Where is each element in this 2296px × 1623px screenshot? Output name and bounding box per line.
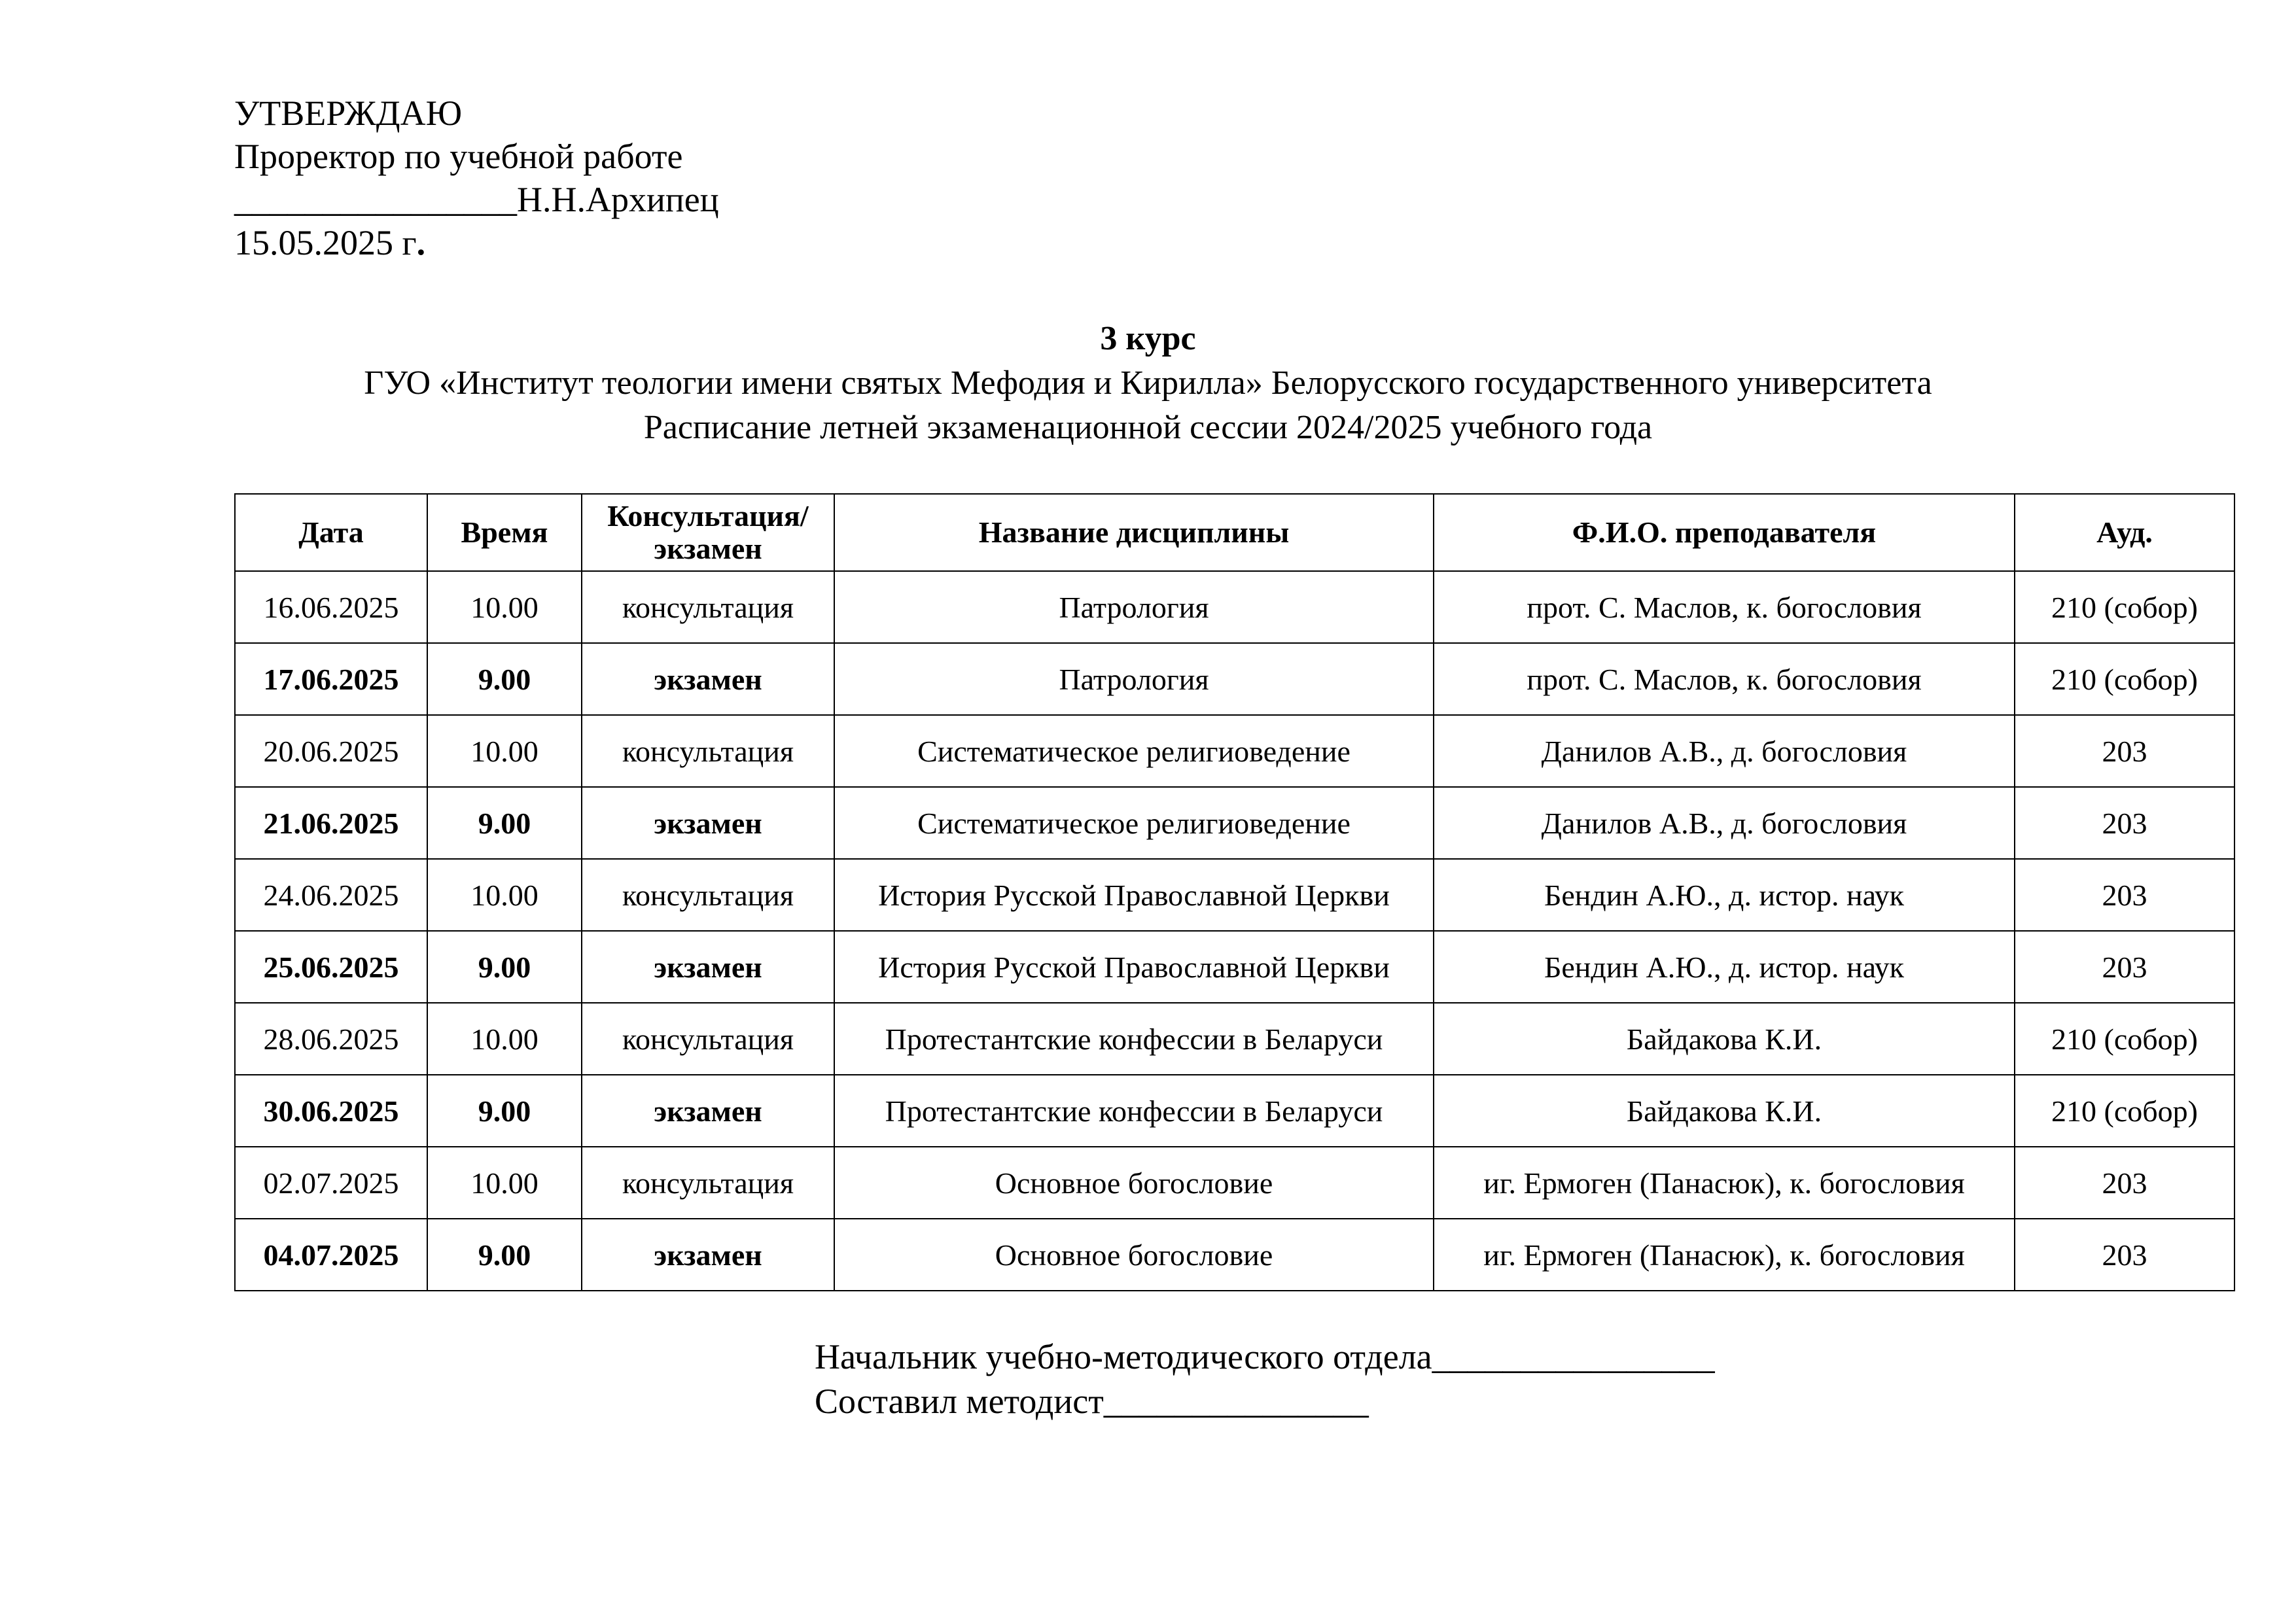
cell-type: экзамен: [582, 643, 834, 715]
cell-discipline: Систематическое религиоведение: [834, 787, 1434, 859]
cell-date: 28.06.2025: [235, 1003, 427, 1075]
table-header-row: [235, 494, 2234, 571]
cell-type: экзамен: [582, 787, 834, 859]
cell-room: 210 (собор): [2015, 1075, 2234, 1147]
table-row: [235, 571, 2234, 643]
cell-room: 203: [2015, 931, 2234, 1003]
approval-title: УТВЕРЖДАЮ: [234, 94, 463, 133]
cell-discipline: Патрология: [834, 643, 1434, 715]
cell-date: 25.06.2025: [235, 931, 427, 1003]
table-row: [235, 1219, 2234, 1291]
cell-teacher: прот. С. Маслов, к. богословия: [1434, 643, 2015, 715]
table-row: [235, 715, 2234, 787]
institution-name: ГУО «Институт теологии имени святых Мефодия и Кирилла» Белорусского государственного университета: [364, 364, 1932, 402]
table-row: [235, 1003, 2234, 1075]
cell-discipline: Протестантские конфессии в Беларуси: [834, 1003, 1434, 1075]
approval-date: 15.05.2025 г: [234, 223, 417, 262]
methodist-signature-line: Составил методист_______________: [815, 1382, 1369, 1421]
cell-teacher: Бендин А.Ю., д. истор. наук: [1434, 859, 2015, 931]
cell-room: 203: [2015, 787, 2234, 859]
cell-discipline: Систематическое религиоведение: [834, 715, 1434, 787]
course-title: 3 курс: [1100, 320, 1196, 357]
cell-time: 9.00: [427, 1075, 582, 1147]
cell-teacher: Данилов А.В., д. богословия: [1434, 715, 2015, 787]
approval-date-dot: .: [416, 223, 426, 262]
header-teacher: Ф.И.О. преподавателя: [1434, 494, 2015, 571]
cell-date: 04.07.2025: [235, 1219, 427, 1291]
header-room: Ауд.: [2015, 494, 2234, 571]
table-row: [235, 1075, 2234, 1147]
signatures-block: [815, 1335, 1715, 1423]
cell-date: 02.07.2025: [235, 1147, 427, 1219]
table-row: [235, 643, 2234, 715]
document-heading: [0, 317, 2296, 450]
cell-discipline: Основное богословие: [834, 1219, 1434, 1291]
cell-time: 9.00: [427, 787, 582, 859]
cell-room: 203: [2015, 715, 2234, 787]
approval-block: [234, 92, 719, 264]
schedule-subtitle: Расписание летней экзаменационной сессии 2024/2025 учебного года: [643, 409, 1653, 446]
header-date: Дата: [235, 494, 427, 571]
approval-signature-line: ________________Н.Н.Архипец: [234, 180, 719, 219]
cell-teacher: иг. Ермоген (Панасюк), к. богословия: [1434, 1147, 2015, 1219]
table-row: [235, 931, 2234, 1003]
cell-date: 17.06.2025: [235, 643, 427, 715]
cell-time: 10.00: [427, 1003, 582, 1075]
cell-teacher: Данилов А.В., д. богословия: [1434, 787, 2015, 859]
cell-time: 10.00: [427, 571, 582, 643]
cell-room: 210 (собор): [2015, 571, 2234, 643]
cell-time: 10.00: [427, 859, 582, 931]
header-type: [582, 494, 834, 571]
cell-room: 210 (собор): [2015, 643, 2234, 715]
cell-discipline: Протестантские конфессии в Беларуси: [834, 1075, 1434, 1147]
cell-date: 21.06.2025: [235, 787, 427, 859]
cell-type: экзамен: [582, 1219, 834, 1291]
cell-time: 10.00: [427, 1147, 582, 1219]
cell-teacher: прот. С. Маслов, к. богословия: [1434, 571, 2015, 643]
cell-type: консультация: [582, 715, 834, 787]
cell-teacher: Бендин А.Ю., д. истор. наук: [1434, 931, 2015, 1003]
cell-room: 210 (собор): [2015, 1003, 2234, 1075]
cell-time: 10.00: [427, 715, 582, 787]
cell-type: экзамен: [582, 1075, 834, 1147]
cell-type: экзамен: [582, 931, 834, 1003]
header-time: Время: [427, 494, 582, 571]
cell-discipline: История Русской Православной Церкви: [834, 931, 1434, 1003]
exam-schedule-table: [234, 493, 2235, 1291]
cell-discipline: Патрология: [834, 571, 1434, 643]
cell-type: консультация: [582, 1147, 834, 1219]
cell-room: 203: [2015, 859, 2234, 931]
cell-room: 203: [2015, 1147, 2234, 1219]
table-row: [235, 859, 2234, 931]
cell-teacher: Байдакова К.И.: [1434, 1075, 2015, 1147]
cell-discipline: Основное богословие: [834, 1147, 1434, 1219]
cell-time: 9.00: [427, 931, 582, 1003]
cell-type: консультация: [582, 859, 834, 931]
cell-teacher: Байдакова К.И.: [1434, 1003, 2015, 1075]
header-type-label: Консультация/ экзамен: [607, 499, 809, 565]
table-row: [235, 1147, 2234, 1219]
approval-position: Проректор по учебной работе: [234, 137, 683, 176]
table-row: [235, 787, 2234, 859]
cell-type: консультация: [582, 1003, 834, 1075]
cell-date: 16.06.2025: [235, 571, 427, 643]
cell-date: 30.06.2025: [235, 1075, 427, 1147]
cell-time: 9.00: [427, 1219, 582, 1291]
cell-type: консультация: [582, 571, 834, 643]
cell-teacher: иг. Ермоген (Панасюк), к. богословия: [1434, 1219, 2015, 1291]
approval-date-line: [234, 221, 719, 264]
cell-room: 203: [2015, 1219, 2234, 1291]
cell-discipline: История Русской Православной Церкви: [834, 859, 1434, 931]
head-signature-line: Начальник учебно-методического отдела________________: [815, 1337, 1715, 1376]
header-discipline: Название дисциплины: [834, 494, 1434, 571]
cell-date: 24.06.2025: [235, 859, 427, 931]
cell-date: 20.06.2025: [235, 715, 427, 787]
cell-time: 9.00: [427, 643, 582, 715]
